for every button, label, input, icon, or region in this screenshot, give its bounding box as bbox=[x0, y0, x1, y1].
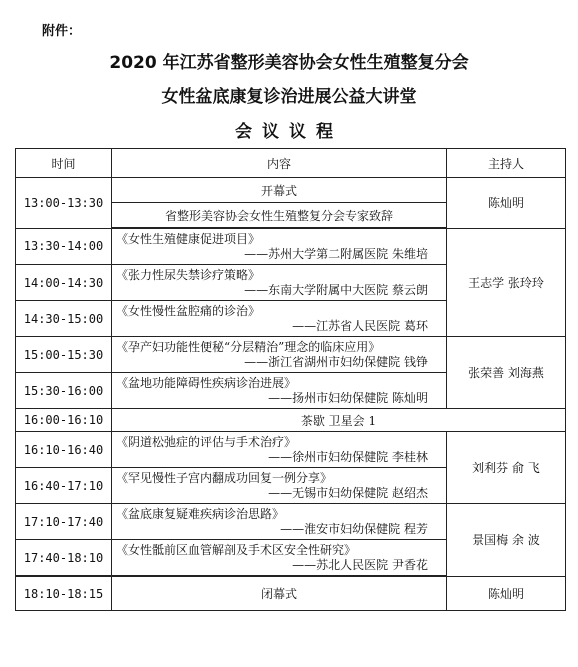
session-content bbox=[112, 265, 447, 301]
session-speaker: ——徐州市妇幼保健院 李桂林 bbox=[268, 449, 428, 464]
session-speaker: ——浙江省湖州市妇幼保健院 钱铮 bbox=[244, 354, 428, 369]
closing-content: 闭幕式 bbox=[112, 576, 447, 611]
session-host: 景国梅 余 波 bbox=[447, 504, 566, 577]
session-speaker: ——东南大学附属中大医院 蔡云朗 bbox=[244, 282, 428, 297]
session-host: 刘利芬 俞 飞 bbox=[447, 432, 566, 504]
closing-host: 陈灿明 bbox=[447, 576, 566, 611]
agenda-heading: 会议议程 bbox=[235, 122, 343, 142]
session-topic: 《盆地功能障碍性疾病诊治进展》 bbox=[116, 375, 297, 390]
session-topic: 《盆底康复疑难疾病诊治思路》 bbox=[116, 506, 285, 521]
session-content bbox=[112, 540, 447, 577]
session-time: 17:40-18:10 bbox=[16, 540, 112, 577]
session-speaker: ——苏州大学第二附属医院 朱维培 bbox=[244, 246, 428, 261]
session-content bbox=[112, 301, 447, 337]
header-host: 主持人 bbox=[447, 149, 566, 178]
session-time: 16:10-16:40 bbox=[16, 432, 112, 468]
session-topic: 《女性骶前区血管解剖及手术区安全性研究》 bbox=[116, 542, 357, 557]
agenda-table bbox=[15, 148, 566, 611]
session-time: 13:30-14:00 bbox=[16, 228, 112, 265]
session-content bbox=[112, 373, 447, 409]
session-content bbox=[112, 228, 447, 265]
session-topic: 《罕见慢性子宫内翻成功回复一例分享》 bbox=[116, 470, 333, 485]
table-row bbox=[16, 432, 566, 468]
session-speaker: ——扬州市妇幼保健院 陈灿明 bbox=[268, 390, 428, 405]
session-topic: 《女性生殖健康促进项目》 bbox=[116, 231, 261, 246]
opening-host: 陈灿明 bbox=[447, 178, 566, 229]
session-time: 14:00-14:30 bbox=[16, 265, 112, 301]
session-speaker: ——苏北人民医院 尹香花 bbox=[292, 557, 428, 572]
header-time: 时间 bbox=[16, 149, 112, 178]
session-time: 15:30-16:00 bbox=[16, 373, 112, 409]
session-content bbox=[112, 504, 447, 540]
table-row bbox=[16, 409, 566, 432]
opening-title: 开幕式 bbox=[112, 178, 447, 203]
session-content bbox=[112, 432, 447, 468]
table-header-row bbox=[16, 149, 566, 178]
opening-speech: 省整形美容协会女性生殖整复分会专家致辞 bbox=[112, 203, 447, 229]
session-content bbox=[112, 337, 447, 373]
header-content: 内容 bbox=[112, 149, 447, 178]
session-content bbox=[112, 468, 447, 504]
session-speaker: ——无锡市妇幼保健院 赵绍杰 bbox=[268, 485, 428, 500]
session-time: 15:00-15:30 bbox=[16, 337, 112, 373]
table-row bbox=[16, 576, 566, 611]
session-speaker: ——淮安市妇幼保健院 程芳 bbox=[280, 521, 428, 536]
session-speaker: ——江苏省人民医院 葛环 bbox=[292, 318, 428, 333]
session-topic: 《女性慢性盆腔痛的诊治》 bbox=[116, 303, 261, 318]
attachment-label: 附件： bbox=[42, 24, 82, 39]
table-row bbox=[16, 228, 566, 265]
session-host: 王志学 张玲玲 bbox=[447, 228, 566, 337]
table-row bbox=[16, 337, 566, 373]
session-time: 16:40-17:10 bbox=[16, 468, 112, 504]
session-time: 17:10-17:40 bbox=[16, 504, 112, 540]
closing-time: 18:10-18:15 bbox=[16, 576, 112, 611]
session-topic: 《孕产妇功能性便秘“分层精治”理念的临床应用》 bbox=[116, 339, 381, 354]
document-subtitle: 女性盆底康复诊治进展公益大讲堂 bbox=[161, 87, 417, 107]
session-time: 14:30-15:00 bbox=[16, 301, 112, 337]
table-row bbox=[16, 504, 566, 540]
table-row bbox=[16, 178, 566, 203]
session-host: 张荣善 刘海燕 bbox=[447, 337, 566, 409]
opening-time: 13:00-13:30 bbox=[16, 178, 112, 229]
break-content: 茶歇 卫星会 1 bbox=[112, 409, 566, 432]
document-title: 2020 年江苏省整形美容协会女性生殖整复分会 bbox=[109, 53, 469, 73]
break-time: 16:00-16:10 bbox=[16, 409, 112, 432]
session-topic: 《阴道松弛症的评估与手术治疗》 bbox=[116, 434, 297, 449]
session-topic: 《张力性尿失禁诊疗策略》 bbox=[116, 267, 261, 282]
